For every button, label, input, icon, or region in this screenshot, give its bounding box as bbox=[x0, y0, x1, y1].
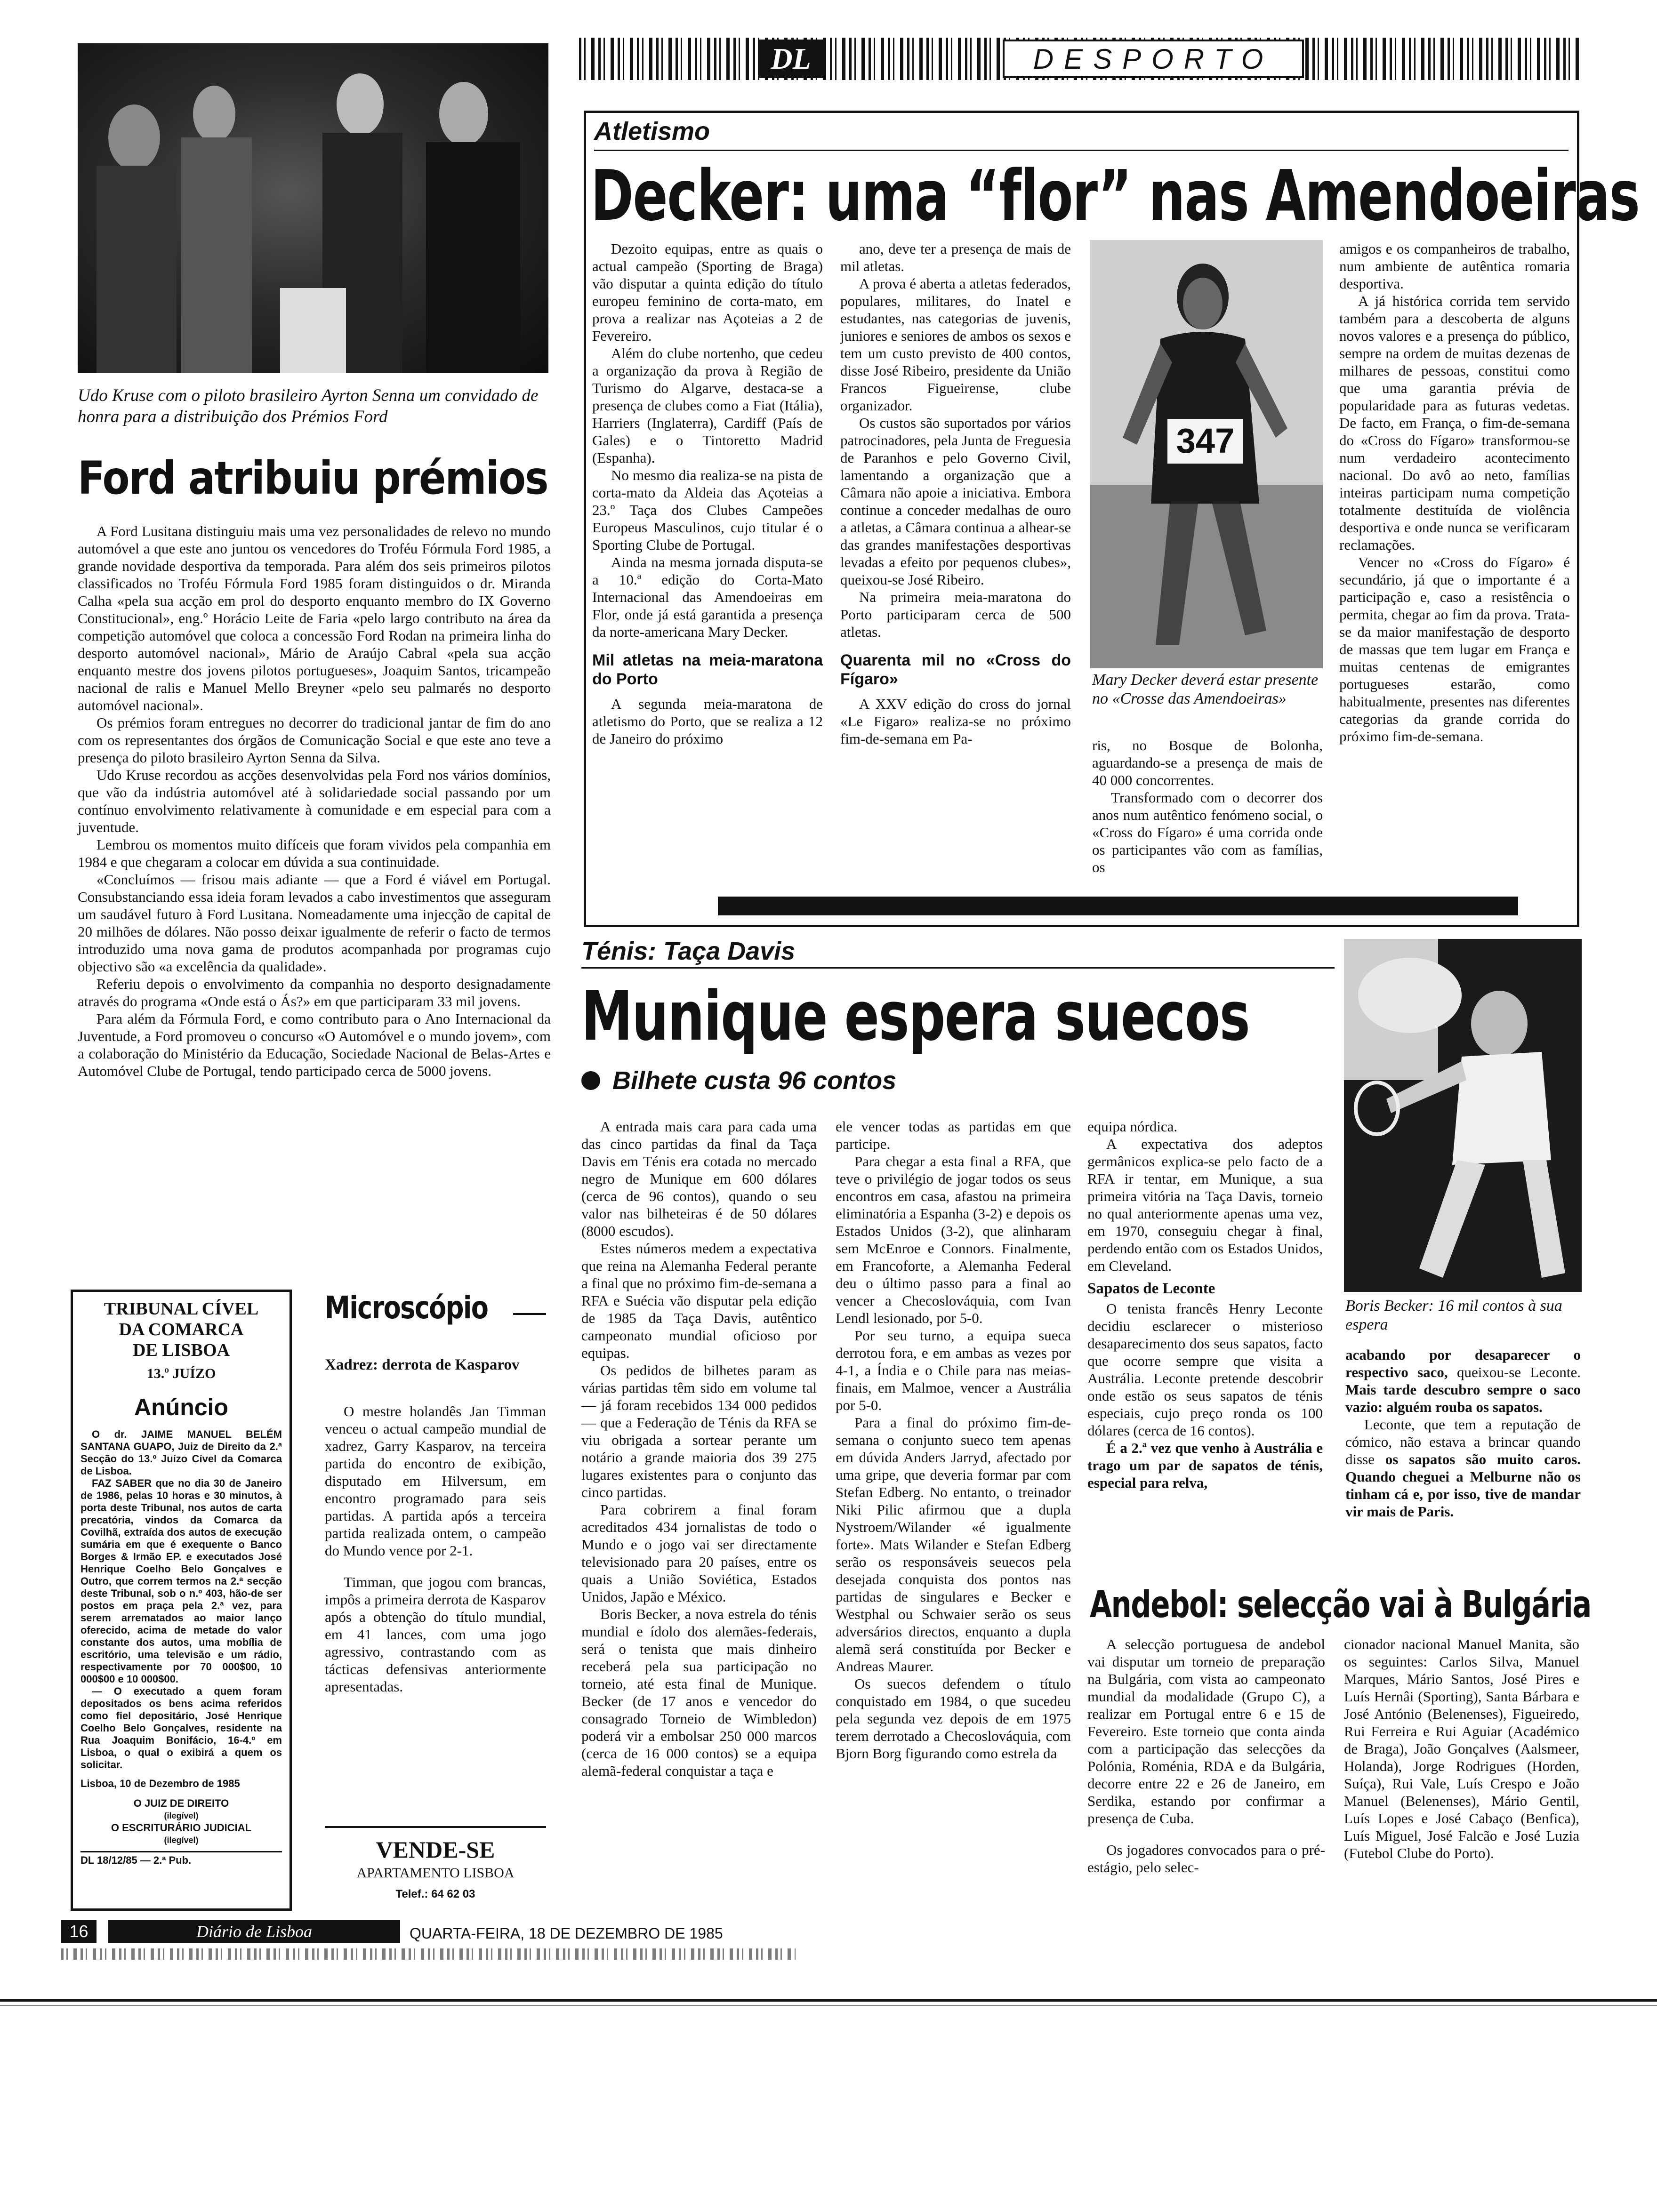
classified-ad bbox=[325, 1835, 546, 1906]
classified-rule bbox=[325, 1826, 546, 1828]
davis-subhead bbox=[581, 1066, 896, 1095]
paragraph: A selecção portuguesa de andebol vai disputar um torneio de preparação na Bulgária, com vista ao campeonato mundial da modalidade (Grupo C), a realizar em Portugal entre 6 e 15 de Fevereiro. Este torneio que conta ainda com a participação das selecções da Polónia, Roménia, RDA e da Bulgária, decorre entre 22 e 26 de Janeiro, em Serdika, estando por confirmar a presença de Cuba. bbox=[1087, 1636, 1325, 1827]
paragraph-bold: É a 2.ª vez que venho à Austrália e trago um par de sapatos de ténis, especial para relva, bbox=[1087, 1440, 1323, 1491]
microscopio-rule bbox=[513, 1313, 546, 1315]
masthead-section: DESPORTO bbox=[1003, 40, 1304, 78]
kicker-rule bbox=[594, 150, 1569, 151]
paragraph: Ainda na mesma jornada disputa-se a 10.ª edição do Corta-Mato Internacional das Amendoeiras em Flor, onde já está garantida a presença da norte-americana Mary Decker. bbox=[592, 554, 823, 640]
footer-date: QUARTA-FEIRA, 18 DE DEZEMBRO DE 1985 bbox=[410, 1925, 723, 1942]
notice-signature: (ilegível) bbox=[164, 1811, 199, 1820]
paragraph: Os pedidos de bilhetes param as várias partidas têm sido em volume tal — já foram recebidos 134 000 pedidos — que a Federação de Ténis da RFA se viu obrigada a sortear perante um notário a grande maioria dos 39 275 lugares existentes para o conjunto das cinco partidas. bbox=[581, 1362, 817, 1500]
paragraph: Os jogadores convocados para o pré-estágio, pelo selec- bbox=[1087, 1842, 1325, 1875]
paragraph: Estes números medem a expectativa que reina na Alemanha Federal perante a final que no próximo fim-de-semana a RFA e Suécia vão disputar pela edição de 1985 da Taça Davis, autêntico campeonato mundial oficioso por equipas. bbox=[581, 1240, 817, 1361]
paragraph: Os suecos defendem o título conquistado em 1984, o que sucedeu pela segunda vez depois de em 1975 terem derrotado a Checoslováquia, com Bjorn Borg figurando como estrela da bbox=[836, 1675, 1071, 1762]
paragraph: ris, no Bosque de Bolonha, aguardando-se a presença de mais de 40 000 concorrentes. bbox=[1092, 737, 1323, 788]
notice-juizo: 13.º JUÍZO bbox=[146, 1366, 216, 1381]
runner-bib: 347 bbox=[1176, 421, 1235, 460]
ford-awards-photo bbox=[78, 43, 548, 373]
notice-title: DE LISBOA bbox=[133, 1340, 230, 1360]
davis-kicker: Ténis: Taça Davis bbox=[581, 937, 796, 965]
paragraph: A prova é aberta a atletas federados, populares, militares, do Inatel e estudantes, nas categorias de juvenis, juniores e seniores de ambos os sexos e tem um custo previsto de 400 contos, disse José Ribeiro, presidente da União Francos Figueirense, clube organizador. bbox=[840, 275, 1071, 414]
andebol-headline: Andebol: selecção vai à Bulgária bbox=[1090, 1584, 1591, 1626]
masthead-logo: DL bbox=[758, 40, 824, 78]
notice-paragraph: FAZ SABER que no dia 30 de Janeiro de 1986, pelas 10 horas e 30 minutos, à porta deste Tribunal, nos autos de carta precatória, vindos da Comarca da Covilhã, extraída dos autos de execução sumária em que é exequente o Banco Borges & Irmão EP. e executados José Henrique Coelho Belo Gonçalves e Outro, que correm termos na 2.ª secção deste Tribunal, sob o n.º 403, hão-de ser postos em praça pela 2.ª vez, para serem arrematados ao maior lanço oferecido, acima de metade do valor constante dos autos, uma mobília de escritório, uma televisão e um rádio, respectivamente por 70 000$00, 10 000$00 e 10 000$00. bbox=[80, 1477, 282, 1685]
subheading: Sapatos de Leconte bbox=[1087, 1280, 1215, 1297]
paragraph: Boris Becker, a nova estrela do ténis mundial e ídolo dos alemães-federais, será o tenista que mais dinheiro receberá pela sua participação no torneio, até esta final de Munique. Becker (de 17 anos e vencedor do consagrado Torneio de Wimbledon) poderá vir a embolsar 250 000 marcos (cerca de 16 000 contos) se a equipa alemã-federal conquistar a taça e bbox=[581, 1606, 817, 1779]
paragraph: A XXV edição do cross do jornal «Le Figaro» realiza-se no próximo fim-de-semana em Pa- bbox=[840, 696, 1071, 747]
paragraph: A entrada mais cara para cada uma das cinco partidas da final da Taça Davis em Ténis era cotada no mercado negro de Munique em 600 dólares (cerca de 96 contos), quando o seu valor nas bilheteiras é de 50 dólares (8000 escudos). bbox=[581, 1118, 817, 1239]
page-number: 16 bbox=[61, 1920, 97, 1943]
footer-paper-name: Diário de Lisboa bbox=[108, 1920, 400, 1943]
tennis-player-figure bbox=[1344, 939, 1582, 1292]
people-silhouettes bbox=[78, 43, 548, 373]
decker-photo-caption: Mary Decker deverá estar presente no «Crosse das Amendoeiras» bbox=[1092, 671, 1319, 707]
subheading: Mil atletas na meia-maratona do Porto bbox=[592, 651, 823, 688]
paragraph: Leconte, que tem a reputação de cómico, não estava a brincar quando disse bbox=[1345, 1416, 1581, 1467]
subheading: Quarenta mil no «Cross do Fígaro» bbox=[840, 651, 1071, 688]
notice-date: Lisboa, 10 de Dezembro de 1985 bbox=[80, 1778, 240, 1789]
decker-column-2 bbox=[840, 240, 1071, 747]
paragraph: A expectativa dos adeptos germânicos explica-se pelo facto de a RFA ir tentar, em Munique, a sua primeira vitória na Taça Davis, torneio no qual anteriormente apenas uma vez, em 1970, conseguiu chegar à final, perdendo então com os Estados Unidos, em Cleveland. bbox=[1087, 1136, 1323, 1274]
paragraph: Por seu turno, a equipa sueca derrotou fora, e em ambas as vezes por 4-1, a Índia e o Chile para nas meias-finais, em Malmoe, vencer a Austrália por 5-0. bbox=[836, 1327, 1071, 1413]
decker-column-3 bbox=[1092, 737, 1323, 876]
davis-column-4 bbox=[1345, 1346, 1581, 1520]
microscopio-title: Microscópio bbox=[325, 1290, 488, 1326]
notice-paragraph: — O executado a quem foram depositados os bens acima referidos como fiel depositário, José Henrique Coelho Belo Gonçalves, residente na Rua Joaquim Bonifácio, 16-4.º em Lisboa, o qual o exibirá a quem os solicitar. bbox=[80, 1685, 282, 1771]
notice-text bbox=[80, 1428, 282, 1790]
court-notice bbox=[71, 1290, 292, 1911]
notice-title: DA COMARCA bbox=[119, 1320, 244, 1339]
notice-reference: DL 18/12/85 — 2.ª Pub. bbox=[80, 1851, 282, 1867]
davis-column-3 bbox=[1087, 1118, 1323, 1491]
paragraph: A já histórica corrida tem servido também para a descoberta de alguns novos valores e a presença do público, sempre na ordem de muitas dezenas de milhares de pessoas, constitui como que uma garantia prévia de popularidade para as futuras vedetas. De facto, em França, o fim-de-semana do «Cross do Fígaro» transformou-se num verdadeiro acontecimento nacional. Do avô ao neto, famílias inteiras participam numa competição totalmente destituída de violência desportiva e onde nunca se verificaram reclamações. bbox=[1339, 293, 1570, 553]
paragraph: Para cobrirem a final foram acreditados 434 jornalistas de todo o Mundo e o jogo vai ser directamente televisionado para 20 países, entre os quais a União Soviética, Estados Unidos, Japão e México. bbox=[581, 1501, 817, 1605]
decker-bottom-band bbox=[718, 897, 1518, 915]
quote-bold: Mais tarde descubro sempre o saco vazio: alguém rouba os sapatos. bbox=[1345, 1381, 1581, 1415]
mary-decker-photo bbox=[1090, 240, 1323, 668]
davis-headline: Munique espera suecos bbox=[581, 977, 1250, 1056]
paragraph: cionador nacional Manuel Manita, são os seguintes: Carlos Silva, Manuel Marques, Mário Santos, José Pires e Luís Hernâi (Sporting), Santa Bárbara e José António (Belenenses), Figueiredo, Rui Ferreira e Rui Aguiar (Académico de Braga), João Gonçalves (Aalsmeer, Holanda), Jorge Rodrigues (Horden, Suíça), Rui Vale, Luís Crespo e João Manuel (Belenenses), Mário Gentil, Luís Lopes e José Cabaço (Benfica), Luís Miguel, José Falcão e José Luzia (Futebol Clube do Porto). bbox=[1344, 1636, 1579, 1861]
davis-column-1 bbox=[581, 1118, 817, 1779]
davis-kicker-rule bbox=[581, 967, 1335, 969]
paragraph: O mestre holandês Jan Timman venceu o actual campeão mundial de xadrez, Garry Kasparov, na terceira partida do encontro de exibição, disputado em Hilversum, em encontro programado para seis partidas. A partida após a terceira partida realizada ontem, o campeão do Mundo vence por 2-1. bbox=[325, 1403, 546, 1559]
paragraph: Para além da Fórmula Ford, e como contributo para o Ano Internacional da Juventude, a Ford promoveu o concurso «O Automóvel e o mundo jovem», com a colaboração do Ministério da Educação, Sociedade Nacional de Belas-Artes e Automóvel Clube de Portugal, tendo participado cerca de 5000 jovens. bbox=[78, 1010, 551, 1079]
notice-signature: O ESCRITURÁRIO JUDICIAL bbox=[111, 1822, 252, 1834]
paragraph: ano, deve ter a presença de mais de mil atletas. bbox=[840, 240, 1071, 274]
paragraph: A Ford Lusitana distinguiu mais uma vez personalidades de relevo no mundo automóvel a que este ano juntou os vencedores do Troféu Fórmula Ford 1985, a grande novidade desportiva da temporada. Para além dos seis primeiros pilotos classificados no Troféu Fórmula Ford 1985 foram distinguidos o dr. Miranda Calha «pela sua acção em prol do desporto enquanto membro do IX Governo Constitucional», eng.º Horácio Leite de Faria «pelo largo contributo na área da competição automóvel que coloca a concessão Ford Rodan na primeira linha do desporto automóvel nacional», Mário de Araújo Cabral «pela sua acção enquanto mestre dos jovens pilotos portugueses», Joaquim Santos, tricampeão nacional de ralis e Manuel Mello Breyner «pelo seu palmarés no desporto automóvel nacional». bbox=[78, 523, 551, 713]
paragraph: ele vencer todas as partidas em que participe. bbox=[836, 1118, 1071, 1152]
ford-photo-caption: Udo Kruse com o piloto brasileiro Ayrton Senna um convidado de honra para a distribuição dos Prémios Ford bbox=[78, 386, 539, 426]
paragraph: Os custos são suportados por vários patrocinadores, pela Junta de Freguesia de Paranhos e pelo Governo Civil, lamentando a organização que a Câmara não apoie a iniciativa. Embora continue a conceder medalhas de ouro a atletas, a Câmara continua a alhear-se das grandes manifestações desportivas levadas a efeito por pequenos clubes», queixou-se José Ribeiro. bbox=[840, 415, 1071, 588]
paragraph: Referiu depois o envolvimento da companhia no desporto designadamente através do programa «Onde está o Ás?» em que participaram 33 mil jovens. bbox=[78, 976, 551, 1010]
ad-title: VENDE-SE bbox=[376, 1836, 495, 1863]
bullet-icon bbox=[581, 1071, 600, 1090]
paragraph: No mesmo dia realiza-se na pista de corta-mato da Aldeia das Açoteias a 23.º Taça dos Clubes Campeões Europeus Masculinos, cujo titular é o Sporting Clube de Portugal. bbox=[592, 467, 823, 553]
paragraph: Para a final do próximo fim-de-semana o conjunto sueco tem apenas em dúvida Anders Jarryd, afectado por uma gripe, que deveria formar par com Stefan Edberg. No entanto, o treinador Niki Pilic afirmou que a dupla Nystroem/Wilander «é igualmente forte». Mats Wilander e Stefan Edberg serão os responsáveis seuecos pela desejada conquista dos pontos nas partidas de singulares e Becker e Westphal ou Schwaier serão os seus adversários directos, enquanto a dupla alemã será constituída por Becker e Andreas Maurer. bbox=[836, 1414, 1071, 1675]
paragraph: equipa nórdica. bbox=[1087, 1118, 1178, 1135]
paragraph: A segunda meia-maratona de atletismo do Porto, que se realiza a 12 de Janeiro do próximo bbox=[592, 696, 823, 747]
ford-headline: Ford atribuiu prémios bbox=[78, 452, 548, 505]
becker-photo-caption: Boris Becker: 16 mil contos à sua espera bbox=[1345, 1297, 1562, 1333]
paragraph: Na primeira meia-maratona do Porto participaram cerca de 500 atletas. bbox=[840, 589, 1071, 640]
boris-becker-photo bbox=[1344, 939, 1582, 1292]
andebol-column-2 bbox=[1344, 1635, 1579, 1862]
decker-kicker: Atletismo bbox=[594, 117, 710, 145]
paragraph: O tenista francês Henry Leconte decidiu esclarecer o misterioso desaparecimento dos seus sapatos, facto que ocorre sempre que visita a Austrália. Leconte pretende descobrir onde estão os seus sapatos de ténis especiais, cujo preço ronda os 100 dólares (cerca de 16 contos). bbox=[1087, 1300, 1323, 1439]
decker-column-1 bbox=[592, 240, 823, 747]
paragraph: Dezoito equipas, entre as quais o actual campeão (Sporting de Braga) vão disputar a quinta edição do título europeu feminino de corta-mato, em prova a realizar nas Açoteias a 2 de Fevereiro. bbox=[592, 240, 823, 344]
quote-normal: queixou-se Leconte. bbox=[1448, 1364, 1581, 1380]
paragraph: Além do clube nortenho, que cedeu a organização da prova à Região de Turismo do Algarve, destaca-se a presença de clubes como a Fiat (Itália), Harriers (Inglaterra), Cardiff (País de Gales) e o Tintoretto Madrid (Espanha). bbox=[592, 345, 823, 466]
ford-article-body bbox=[78, 522, 551, 1080]
paragraph: Lembrou os momentos muito difíceis que foram vividos pela companhia em 1984 e que chegaram a colocar em dúvida a sua continuidade. bbox=[78, 836, 551, 870]
bottom-rule bbox=[0, 1999, 1657, 2002]
paragraph: Timman, que jogou com brancas, impôs a primeira derrota de Kasparov após a obtenção do título mundial, em 41 lances, com uma jogo agressivo, contrastando com as tácticas defensivas anteriormente apresentadas. bbox=[325, 1574, 546, 1695]
notice-title: TRIBUNAL CÍVEL bbox=[104, 1299, 259, 1319]
microscopio-subhead: Xadrez: derrota de Kasparov bbox=[325, 1356, 520, 1373]
quote-bold: acabando por desaparecer o respectivo saco, bbox=[1345, 1346, 1581, 1380]
paragraph: «Concluímos — frisou mais adiante — que a Ford é viável em Portugal. Consubstanciando essa ideia foram levados a cabo investimentos que asseguram um saudável futuro à Ford Lusitana. Nomeadamente uma injecção de capital de 20 milhões de dólares. Não posso deixar igualmente de referir o facto de termos introduzido uma nova gama de produtos acompanhada por programas cujo objectivo são «a excelência da qualidade». bbox=[78, 871, 551, 975]
ad-phone: Telef.: 64 62 03 bbox=[395, 1888, 475, 1900]
paragraph: amigos e os companheiros de trabalho, num ambiente de autêntica romaria desportiva. bbox=[1339, 240, 1570, 292]
microscopio-body bbox=[325, 1351, 546, 1695]
paragraph: Udo Kruse recordou as acções desenvolvidas pela Ford nos vários domínios, que vão da indústria automóvel até à solidariedade social passando por um contínuo envolvimento relativamente à comunidade e em especial para com a juventude. bbox=[78, 767, 551, 835]
andebol-column-1 bbox=[1087, 1635, 1325, 1876]
notice-signature: O JUIZ DE DIREITO bbox=[133, 1797, 229, 1809]
bottom-rule-thin bbox=[0, 2005, 1657, 2006]
paragraph: Para chegar a esta final a RFA, que teve o privilégio de jogar todos os seus encontros em casa, afastou na primeira eliminatória a Espanha (3-2) e depois os Estados Unidos (3-2), que alinharam sem McEnroe e Connors. Finalmente, em Francoforte, a Alemanha Federal deu o último passo para a final ao vencer a Checoslováquia, com Ivan Lendl lesionado, por 5-0. bbox=[836, 1153, 1071, 1326]
paragraph: Os prémios foram entregues no decorrer do tradicional jantar de fim do ano com os representantes dos órgãos de Comunicação Social e que este ano teve a presença do piloto brasileiro Ayrton Senna da Silva. bbox=[78, 714, 551, 766]
notice-signature: (ilegível) bbox=[164, 1835, 199, 1845]
decker-column-4 bbox=[1339, 240, 1570, 745]
decker-headline: Decker: uma “flor” nas Amendoeiras bbox=[591, 155, 1640, 236]
notice-anuncio: Anúncio bbox=[134, 1394, 228, 1420]
paragraph: Transformado com o decorrer dos anos num autêntico fenómeno social, o «Cross do Fígaro» é uma corrida onde os participantes vão com as famílias, os bbox=[1092, 789, 1323, 875]
davis-subhead-text: Bilhete custa 96 contos bbox=[612, 1066, 897, 1095]
footer-scan-noise bbox=[61, 1948, 796, 1960]
notice-paragraph: O dr. JAIME MANUEL BELÉM SANTANA GUAPO, Juiz de Direito da 2.ª Secção do 13.º Juízo Cível da Comarca de Lisboa. bbox=[80, 1428, 282, 1477]
ad-subtitle: APARTAMENTO LISBOA bbox=[356, 1865, 515, 1881]
davis-column-2 bbox=[836, 1118, 1071, 1762]
paragraph: Vencer no «Cross do Fígaro» é secundário, já que o importante é a participação e, caso a resistência o permita, chegar ao fim da prova. Trata-se da maior manifestação de desporto de massas que tem lugar em França e muitas centenas de emigrantes portugueses estarão, como habitualmente, presentes nas diferentes categorias da grande corrida do próximo fim-de-semana. bbox=[1339, 554, 1570, 745]
quote-bold: os sapatos são muito caros. Quando cheguei a Melburne não os tinham cá e, por isso, tive de mandar vir mais de Paris. bbox=[1345, 1451, 1581, 1520]
